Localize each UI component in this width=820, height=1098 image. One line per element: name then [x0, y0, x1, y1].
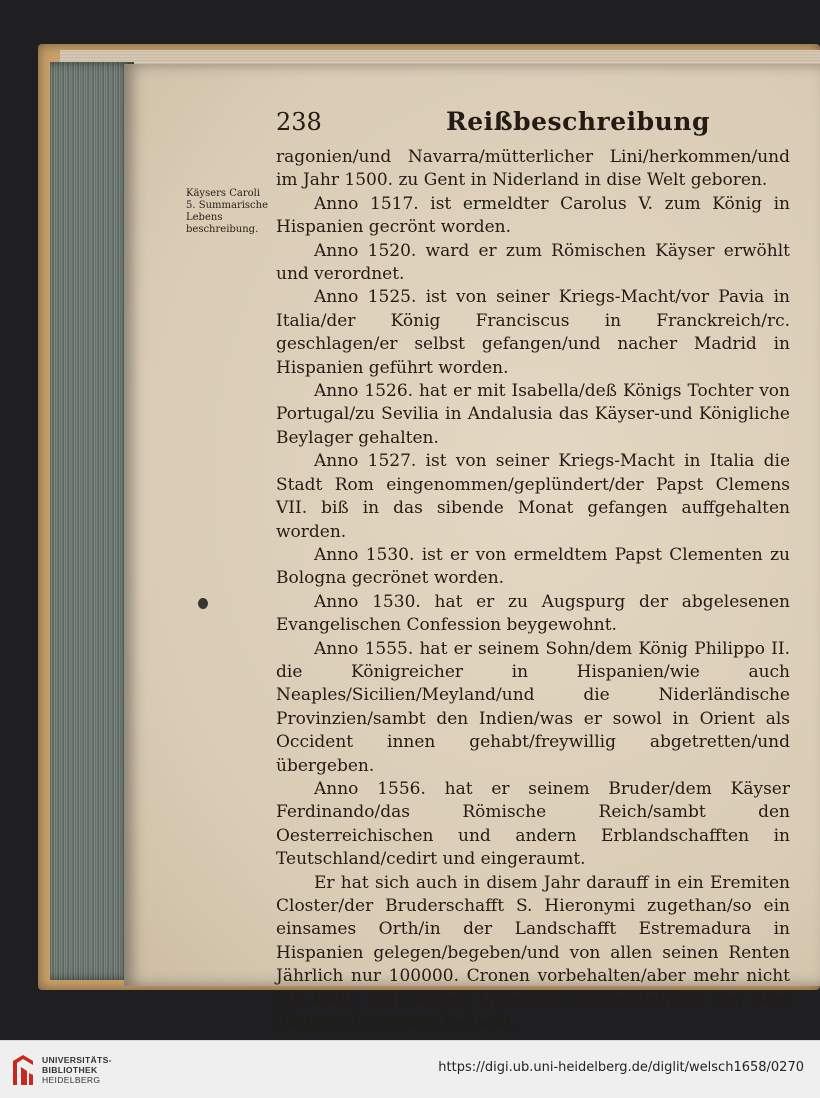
ink-blot: [198, 598, 208, 609]
paragraph: Anno 1517. ist ermeldter Carolus V. zum König in Hispanien gecrönt worden.: [276, 193, 790, 238]
paragraph: Er hat sich auch in disem Jahr darauff in ein Eremiten Closter/der Bruderschafft S. Hieronymi zugethan/so ein einsames Orth/in der Landschafft Estremadura in Hispanien gelegen/begeben/und von allen seinen Renten Jährlich nur 100000. Cronen vorbehalten/aber mehr nicht als 4000. auff seinen Unterhalt verwendet/und von dem übrigen die Armen bedacht.: [276, 872, 790, 1034]
library-name: [42, 1055, 112, 1085]
logo-line-2: BIBLIOTHEK: [42, 1064, 98, 1075]
paragraph: Anno 1530. ist er von ermeldtem Papst Clementen zu Bologna gecrönet worden.: [276, 544, 790, 589]
paragraph: Anno 1520. ward er zum Römischen Käyser erwöhlt und verordnet.: [276, 240, 790, 285]
viewer-footer: [0, 1040, 820, 1098]
paragraph: Anno 1555. hat er seinem Sohn/dem König Philippo II. die Königreicher in Hispanien/wie auch Neaples/Sicilien/Meyland/und die Niderländische Provinzien/sambt den Indien/was er sowol in Orient als Occident innen gehabt/freywillig abgetretten/und übergeben.: [276, 638, 790, 776]
paragraph: Anno 1526. hat er mit Isabella/deß Königs Tochter von Portugal/zu Sevilia in Andalusia das Käyser-und Königliche Beylager gehalten.: [276, 381, 790, 448]
permalink-url[interactable]: https://digi.ub.uni-heidelberg.de/diglit/welsch1658/0270: [438, 1060, 804, 1075]
page-text: [276, 107, 790, 1065]
paragraph: ragonien/und Navarra/mütterlicher Lini/herkommen/und im Jahr 1500. zu Gent in Niderland in dise Welt geboren.: [276, 147, 790, 191]
university-library-logo-icon: [10, 1053, 36, 1087]
page-number: 238: [276, 108, 322, 136]
paragraph: Anno 1530. hat er zu Augspurg der abgelesenen Evangelischen Confession beygewohnt.: [276, 591, 790, 636]
logo-line-3: HEIDELBERG: [42, 1074, 101, 1085]
margin-note: Käysers Caroli 5. Summarische Lebens beschreibung.: [186, 188, 269, 235]
library-logo[interactable]: [10, 1053, 112, 1087]
running-head: Reißbeschreibung: [446, 107, 710, 136]
page-header: [276, 107, 790, 144]
paragraphs: [276, 146, 790, 1035]
page-edges: [50, 62, 134, 980]
paragraph: Anno 1556. hat er seinem Bruder/dem Käyser Ferdinando/das Römische Reich/sambt den Oesterreichischen und andern Erblandschafften in Teutschland/cedirt und eingeraumt.: [276, 778, 790, 870]
paragraph: Anno 1527. ist von seiner Kriegs-Macht in Italia die Stadt Rom eingenommen/geplündert/der Papst Clemens VII. biß in das sibende Monat gefangen auffgehalten worden.: [276, 451, 790, 542]
logo-line-1: UNIVERSITÄTS-: [42, 1054, 112, 1065]
paragraph: Anno 1525. ist von seiner Kriegs-Macht/vor Pavia in Italia/der König Franciscus in Franckreich/rc. geschlagen/er selbst gefangen/und nacher Madrid in Hispanien geführt worden.: [276, 287, 790, 378]
